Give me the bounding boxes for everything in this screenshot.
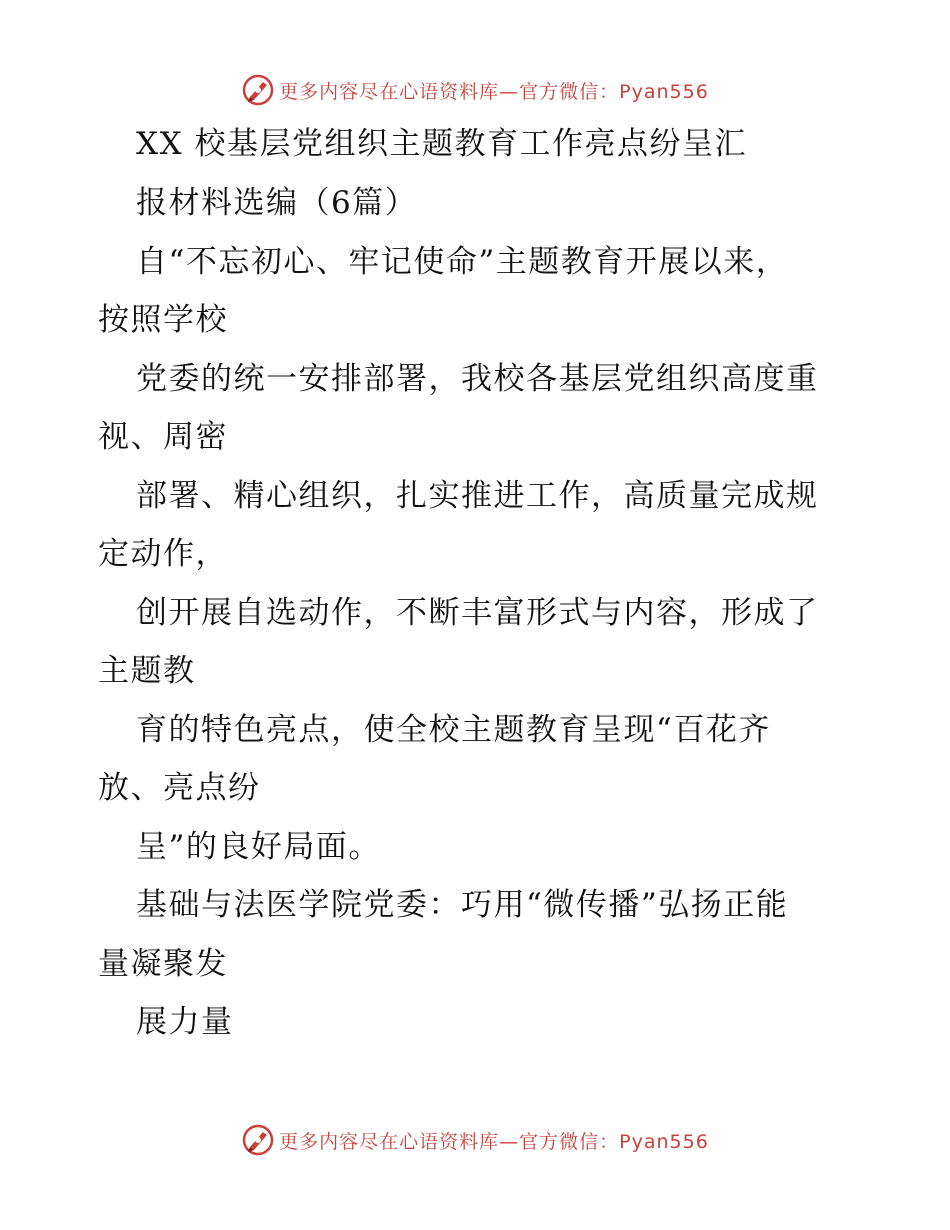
body-line: 部署、精心组织，扎实推进工作，高质量完成规 [136, 478, 819, 514]
body-line: 党委的统一安排部署，我校各基层党组织高度重 [136, 361, 819, 397]
body-line: 自“不忘初心、牢记使命”主题教育开展以来， [136, 244, 789, 280]
body-line: 创开展自选动作，不断丰富形式与内容，形成了 [136, 595, 819, 631]
body-line: 视、周密 [98, 419, 228, 455]
body-line: 基础与法医学院党委：巧用“微传播”弘扬正能 [136, 887, 789, 923]
document-title-line-1: XX 校基层党组织主题教育工作亮点纷呈汇 [136, 126, 747, 162]
body-line: 育的特色亮点，使全校主题教育呈现“百花齐 [136, 712, 771, 748]
body-line: 定动作， [98, 536, 228, 572]
body-line: 呈”的良好局面。 [136, 829, 381, 865]
pen-logo-icon [241, 1123, 275, 1157]
body-line: 量凝聚发 [98, 946, 228, 982]
footer-banner [0, 1120, 950, 1160]
body-line: 主题教 [98, 653, 196, 689]
header-banner-text: 更多内容尽在心语资料库—官方微信：Pyan556 [279, 80, 709, 103]
footer-banner-text: 更多内容尽在心语资料库—官方微信：Pyan556 [279, 1130, 709, 1153]
pen-logo-icon [241, 73, 275, 107]
body-line: 按照学校 [98, 302, 228, 338]
body-line: 展力量 [136, 1004, 234, 1040]
body-line: 放、亮点纷 [98, 770, 261, 806]
header-banner [0, 70, 950, 110]
document-title-line-2: 报材料选编（6篇） [136, 185, 418, 221]
